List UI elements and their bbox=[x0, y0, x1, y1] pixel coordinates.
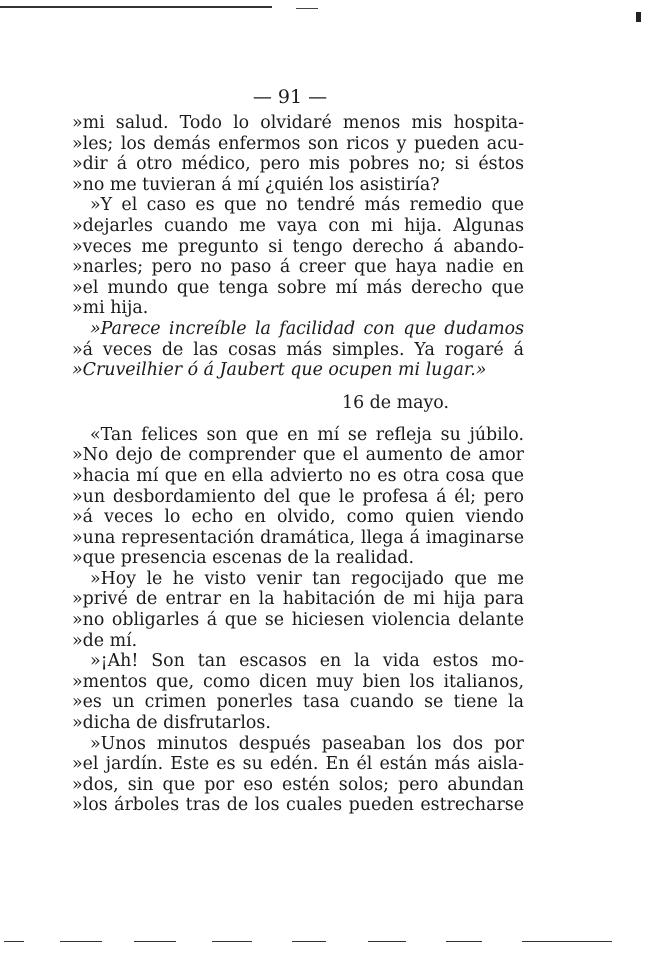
text-line: »dos, sin que por eso estén solos; pero abundan bbox=[72, 774, 524, 795]
text-line: »no obligarles á que se hiciesen violencia delante bbox=[72, 610, 524, 631]
text-line: »les; los demás enfermos son ricos y pueden acu- bbox=[72, 133, 524, 154]
text-line: »mi hija. bbox=[72, 298, 149, 319]
top-scan-rule bbox=[0, 6, 272, 8]
text-line: »un desbordamiento del que le profesa á él; pero bbox=[72, 486, 524, 507]
date-heading: 16 de mayo. bbox=[342, 392, 449, 413]
text-line: »es un crimen ponerles tasa cuando se tiene la bbox=[72, 692, 524, 713]
text-line: »veces me pregunto si tengo derecho á abando- bbox=[72, 236, 524, 257]
text-line: »narles; pero no paso á creer que haya nadie en bbox=[72, 257, 524, 278]
text-line: »á veces lo echo en olvido, como quien viendo bbox=[72, 507, 524, 528]
text-line: »que presencia escenas de la realidad. bbox=[72, 548, 415, 569]
text-line: »dicha de disfrutarlos. bbox=[72, 713, 271, 734]
text-line: »Parece increíble la facilidad con que dudamos bbox=[90, 318, 524, 339]
text-line: »los árboles tras de los cuales pueden estrecharse bbox=[72, 795, 524, 816]
body-text bbox=[72, 113, 524, 816]
text-line: »á veces de las cosas más simples. Ya rogaré á bbox=[72, 339, 524, 360]
text-line: «Tan felices son que en mí se refleja su júbilo. bbox=[90, 424, 524, 445]
text-line: »mentos que, como dicen muy bien los italianos, bbox=[72, 671, 524, 692]
text-line: »Unos minutos después paseaban los dos por bbox=[90, 733, 524, 754]
text-line: »de mí. bbox=[72, 630, 138, 651]
page-number: — 91 — bbox=[252, 86, 328, 108]
text-line: »Y el caso es que no tendré más remedio que bbox=[90, 195, 524, 216]
text-line: »dir á otro médico, pero mis pobres no; si éstos bbox=[72, 154, 524, 175]
text-line: »una representación dramática, llega á imaginarse bbox=[72, 527, 524, 548]
text-line: »dejarles cuando me vaya con mi hija. Algunas bbox=[72, 215, 524, 236]
text-line: »Cruveilhier ó á Jaubert que ocupen mi lugar.» bbox=[72, 360, 487, 381]
text-line: »hacia mí que en ella advierto no es otra cosa que bbox=[72, 465, 524, 486]
text-line: »no me tuvieran á mí ¿quién los asistiría? bbox=[72, 174, 440, 195]
spacer bbox=[72, 381, 524, 391]
text-line: »No dejo de comprender que el aumento de amor bbox=[72, 445, 524, 466]
corner-scan-mark bbox=[636, 12, 641, 22]
text-line: »privé de entrar en la habitación de mi hija para bbox=[72, 589, 524, 610]
spacer bbox=[72, 415, 524, 425]
text-line: »el jardín. Este es su edén. En él están más aisla- bbox=[72, 754, 524, 775]
text-line: »¡Ah! Son tan escasos en la vida estos mo- bbox=[90, 651, 524, 672]
bottom-scan-rules bbox=[0, 938, 654, 944]
top-scan-dash bbox=[296, 8, 318, 9]
text-line: »mi salud. Todo lo olvidaré menos mis hospita- bbox=[72, 113, 524, 133]
text-line: »el mundo que tenga sobre mí más derecho que bbox=[72, 277, 524, 298]
text-line: »Hoy le he visto venir tan regocijado que me bbox=[90, 568, 524, 589]
